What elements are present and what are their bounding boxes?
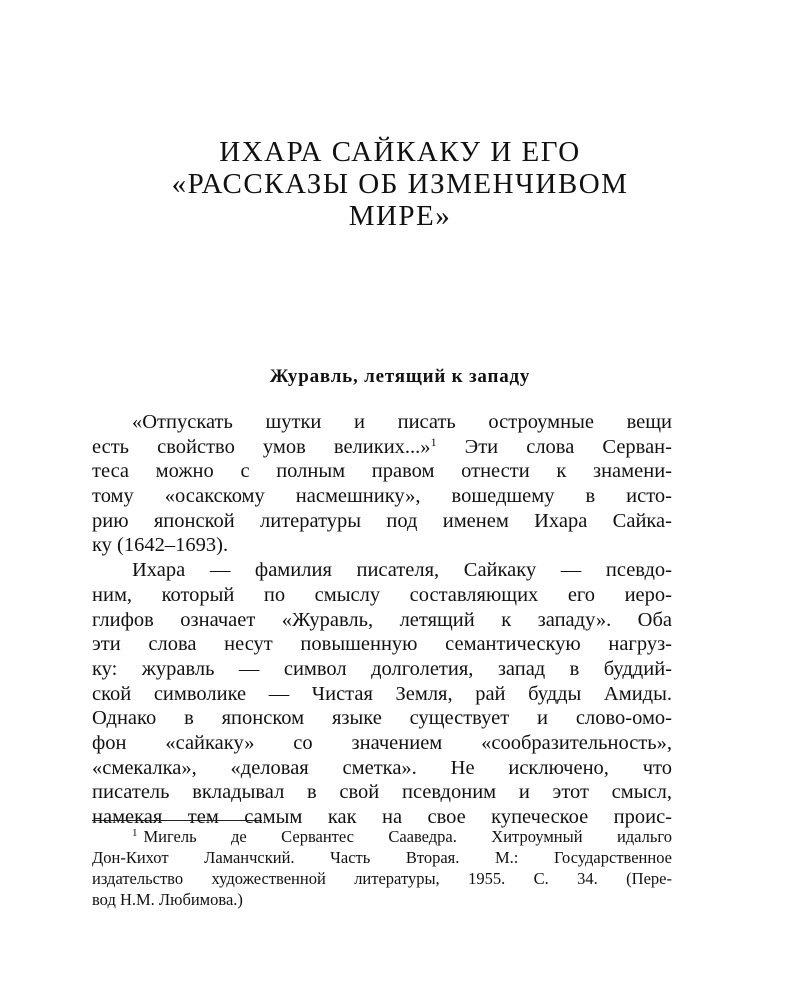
chapter-title-line: ИХАРА САЙКАКУ И ЕГО [219,136,581,168]
text-line: писатель вкладывал в свой псевдоним и этот смысл, [92,781,672,804]
text-line: намекая тем самым как на свое купеческое проис- [92,806,672,828]
text-line: рию японской литературы под именем Ихара Сайка- [92,509,672,532]
text-line: ку (1642–1693). [92,534,229,557]
footnote [92,826,672,910]
footnote-number: 1 [132,827,138,839]
text-line: «Отпускать шутки и писать остроумные вещи [132,411,672,433]
footnote-line: издательство художественной литературы, 1955. С. 34. (Пере- [92,869,672,888]
footnote-line: вод Н.М. Любимова.) [92,890,243,909]
chapter-title-line: МИРЕ» [348,200,452,232]
footnote-text: Мигель де Сервантес Сааведра. Хитроумный идальго [143,827,672,846]
text-line: Однако в японском языке существует и слово-омо- [92,707,672,730]
text-line: тому «осакскому насмешнику», вошедшему в исто- [92,485,672,508]
text-line: ской символике — Чистая Земля, рай будды Амиды. [92,682,672,705]
footnote-reference[interactable]: 1 [430,434,437,449]
text-line [92,435,672,460]
chapter-title [100,136,700,232]
text-segment: есть свойство умов великих...» [92,435,431,458]
footnote-line [92,826,672,847]
text-line: «смекалка», «деловая сметка». Не исключено, что [92,756,672,779]
footnote-line: Дон-Кихот Ламанчский. Часть Вторая. М.: Государственное [92,848,672,867]
text-line: эти слова несут повышенную семантическую нагруз- [92,633,672,656]
text-segment: Эти слова Серван- [436,435,672,458]
section-heading: Журавль, летящий к западу [269,366,531,387]
text-line: ку: журавль — символ долголетия, запад в буддий- [92,657,672,680]
text-line: ним, который по смыслу составляющих его иеро- [92,583,672,606]
text-line: глифов означает «Журавль, летящий к западу». Оба [92,608,672,631]
chapter-title-line: «РАССКАЗЫ ОБ ИЗМЕНЧИВОМ [171,168,629,200]
footnote-divider [92,820,262,821]
text-line: фон «сайкаку» со значением «сообразительность», [92,731,672,754]
body-text [92,410,672,830]
text-line: Ихара — фамилия писателя, Сайкаку — псевдо- [132,559,672,582]
text-line: теса можно с полным правом отнести к знамени- [92,460,672,483]
